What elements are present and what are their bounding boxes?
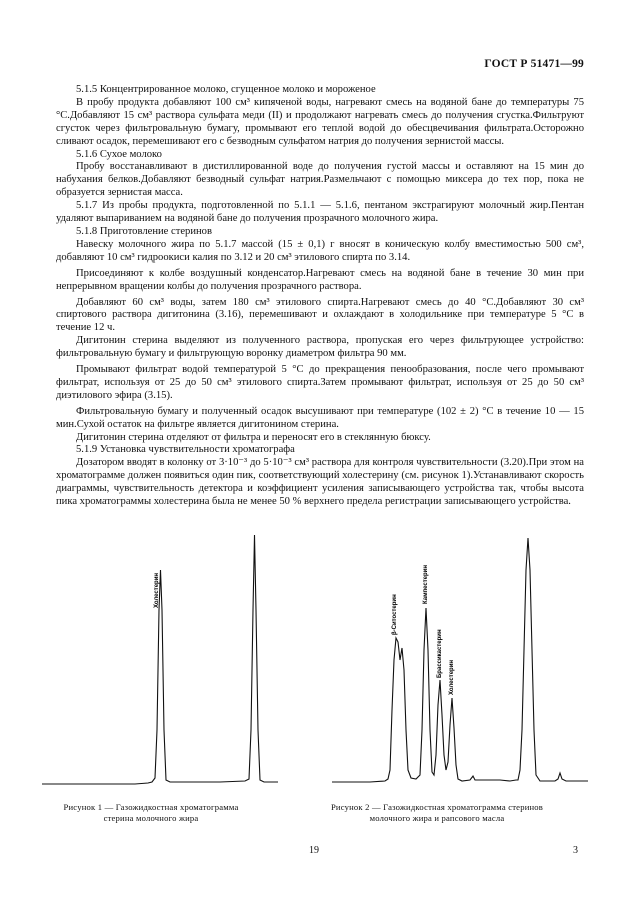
- figure1-caption-line: Рисунок 1 — Газожидкостная хроматограмма: [63, 802, 239, 812]
- section-heading: 5.1.9 Установка чувствительности хроматографа: [76, 444, 295, 456]
- figure2-caption-line: молочного жира и рапсового масла: [369, 813, 505, 823]
- document-number: ГОСТ Р 51471—99: [484, 58, 584, 70]
- paragraph: Пробу восстанавливают в дистиллированной воде до получения густой массы и оставляют на 15 мин до набухания белков.Добавляют безводный сульфат натрия.Размельчают с помощью миксера до тех пор, пока не образуется зернистая масса.: [56, 161, 584, 199]
- paragraph: Дигитонин стерина выделяют из полученного раствора, пропуская его через фильтрующее устройство: фильтровальную бумагу и фильтрующую воронку диаметром фильтра 90 мм.: [56, 335, 584, 360]
- paragraph: Дозатором вводят в колонку от 3·10⁻³ до 5·10⁻³ см³ раствора для контроля чувствительности (3.20).При этом на хроматограмме должен появиться один пик, соответствующий холестерину (см. рисунок 1).Устанавливают скорость диаграммы, чувствительность детектора и коэффициент усиления записывающего устройства так, чтобы высота пика хроматограммы холестерина была не менее 50 % верхнего предела регистрации записывающего устройства.: [56, 457, 584, 508]
- paragraph: В пробу продукта добавляют 100 см³ кипяченой воды, нагревают смесь на водяной бане до температуры 75 °С.Добавляют 15 см³ раствора сульфата меди (II) и продолжают нагревать смесь до получения сгустка.Фильтруют сгусток через фильтровальную бумагу, промывают его теплой водой до обесцвечивания фильтрата.Осторожно сливают осадок, перемешивают его с безводным сульфатом натрия до получения зернистой массы.: [56, 96, 584, 147]
- body-text: [56, 84, 584, 509]
- paragraph: Навеску молочного жира по 5.1.7 массой (15 ± 0,1) г вносят в коническую колбу вместимостью 500 см³, добавляют 10 см³ гидроокиси калия по 3.12 и 20 см³ этилового спирта по 3.14.: [56, 238, 584, 263]
- figure2-trace: [332, 538, 588, 782]
- figure2-peak-label: Холестерин: [449, 659, 455, 695]
- paragraph: Дигитонин стерина отделяют от фильтра и переносят его в стеклянную бюксу.: [76, 431, 431, 443]
- section-heading: 5.1.6 Сухое молоко: [76, 148, 162, 160]
- sheet-number: 3: [573, 845, 578, 856]
- figure2-peak-label: Брассикастерин: [437, 629, 443, 678]
- paragraph: Присоединяют к колбе воздушный конденсатор.Нагревают смесь на водяной бане в течение 30 мин при непрерывном вращении колбы до получения прозрачного раствора.: [56, 267, 584, 292]
- paragraph: Добавляют 60 см³ воды, затем 180 см³ этилового спирта.Нагревают смесь до 40 °С.Добавляют 30 см³ спиртового раствора дигитонина (3.16), перемешивают и охлаждают в холодильнике при температуре 5 °С в течение 12 ч.: [56, 296, 584, 334]
- figure1-caption-line: стерина молочного жира: [103, 813, 199, 823]
- paragraph: Промывают фильтрат водой температурой 5 °С до прекращения пенообразования, после чего промывают фильтрат, используя от 25 до 50 см³ этилового спирта.Затем промывают фильтрат, используя от 25 до 50 см³ диэтилового эфира (3.15).: [56, 364, 584, 401]
- page-number: 19: [309, 845, 319, 856]
- section-heading: 5.1.8 Приготовление стеринов: [76, 225, 212, 237]
- figure1-peak-label: Холестерин: [154, 572, 160, 608]
- figure1-caption: [20, 802, 282, 824]
- figure2-caption-line: Рисунок 2 — Газожидкостная хроматограмма стеринов: [330, 802, 544, 812]
- paragraph: Фильтровальную бумагу и полученный осадок высушивают при температуре (102 ± 2) °С в течение 10 — 15 мин.Сухой остаток на фильтре является дигитонином стерина.: [56, 405, 584, 430]
- figure2-peak-label: Кампестерин: [423, 565, 429, 604]
- figure2-caption: [292, 802, 582, 824]
- figure1-trace: [42, 535, 278, 784]
- paragraph: 5.1.7 Из пробы продукта, подготовленной по 5.1.1 — 5.1.6, пентаном экстрагируют молочный жир.Пентан удаляют выпариванием на водяной бане до получения прозрачного молочного жира.: [56, 200, 584, 225]
- figure2-peak-label: β-Ситостерин: [392, 594, 398, 635]
- figure2-chromatogram: [330, 530, 590, 795]
- figure1-chromatogram: [40, 530, 280, 795]
- section-heading: 5.1.5 Концентрированное молоко, сгущенное молоко и мороженое: [76, 84, 376, 95]
